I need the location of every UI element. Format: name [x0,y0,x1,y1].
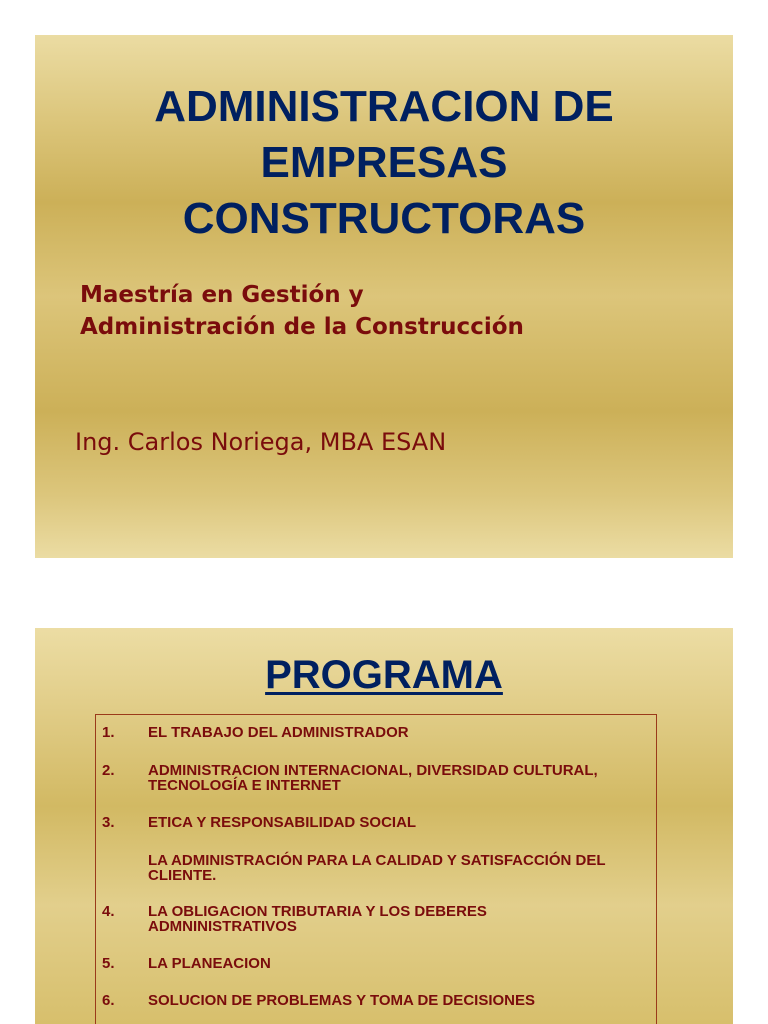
subtitle-line-2: Administración de la Construcción [80,314,524,340]
item-number: 4. [102,903,115,920]
item-text-line: ADMNINISTRATIVOS [148,918,297,935]
item-text-line: ETICA Y RESPONSABILIDAD SOCIAL [148,814,417,831]
item-number: 6. [102,992,115,1009]
item-text [148,725,648,740]
item-text-line: LA PLANEACION [148,955,271,972]
item-text-line: SOLUCION DE PROBLEMAS Y TOMA DE DECISIONES [148,992,535,1009]
item-number: 1. [102,724,115,741]
main-title-line-3: CONSTRUCTORAS [182,194,586,243]
item-text-line: CLIENTE. [148,867,217,884]
program-list-box [95,714,657,1024]
item-text [148,853,648,883]
subtitle [80,279,524,343]
program-slide [35,628,733,1024]
item-number: 5. [102,955,115,972]
program-title-text: PROGRAMA [265,653,503,697]
item-text-line: EL TRABAJO DEL ADMINISTRADOR [148,724,409,741]
item-text [148,993,648,1008]
main-title-line-1: ADMINISTRACION DE [154,82,614,131]
item-text-line: LA OBLIGACION TRIBUTARIA Y LOS DEBERES [148,903,487,920]
subtitle-line-1: Maestría en Gestión y [80,282,364,308]
main-title-line-2: EMPRESAS [260,138,508,187]
item-number: 2. [102,762,115,779]
item-text [148,815,648,830]
item-text [148,956,648,971]
item-text-line: TECNOLOGÍA E INTERNET [148,777,341,794]
main-title [35,79,733,247]
item-text [148,763,648,793]
author-name: Ing. Carlos Noriega, MBA ESAN [75,428,447,456]
item-text [148,904,648,934]
title-slide [35,35,733,558]
item-number: 3. [102,814,115,831]
item-text-line: LA ADMINISTRACIÓN PARA LA CALIDAD Y SATISFACCIÓN DEL [148,852,606,869]
item-text-line: ADMINISTRACION INTERNACIONAL, DIVERSIDAD CULTURAL, [148,762,598,779]
program-title [35,652,733,698]
